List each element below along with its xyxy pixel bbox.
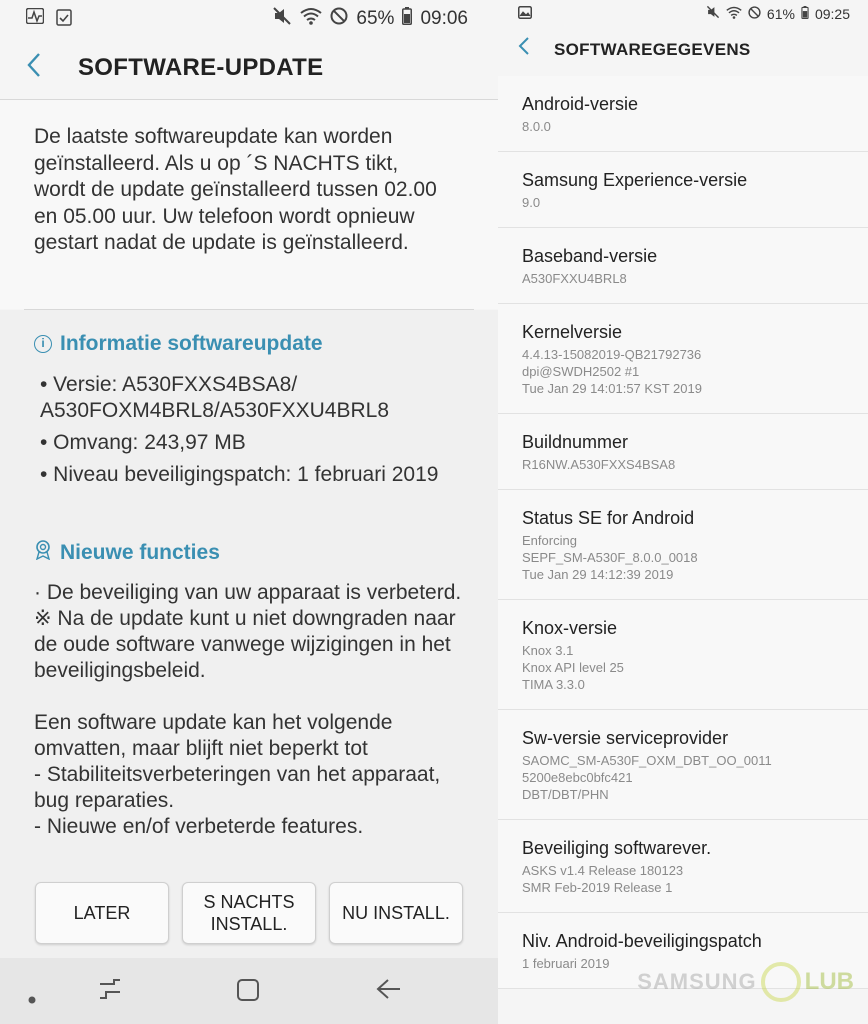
badge-icon xyxy=(34,540,52,566)
item-key: Niv. Android-beveiligingspatch xyxy=(522,931,762,951)
home-icon[interactable] xyxy=(236,978,260,1007)
software-info-screen xyxy=(498,0,868,1024)
checklist-icon xyxy=(56,8,72,31)
page-title: SOFTWARE-UPDATE xyxy=(78,54,324,81)
item-key: Sw-versie serviceprovider xyxy=(522,728,729,748)
watermark-text: SAMSUNG xyxy=(637,969,757,994)
mute-icon xyxy=(272,6,292,32)
battery-icon xyxy=(402,7,412,31)
item-key: Status SE for Android xyxy=(522,508,695,528)
wifi-icon xyxy=(300,7,322,31)
info-section-heading xyxy=(34,332,323,356)
item-value: Knox 3.1 Knox API level 25 TIMA 3.3.0 xyxy=(522,643,624,692)
item-key: Samsung Experience-versie xyxy=(522,170,748,190)
status-bar xyxy=(0,0,498,36)
item-value: 1 februari 2019 xyxy=(522,956,610,971)
new-features-text xyxy=(34,580,474,866)
toolbar xyxy=(498,28,868,72)
chevron-left-icon xyxy=(26,52,42,78)
watermark-ring-icon xyxy=(761,962,801,1002)
list-item-kernel[interactable] xyxy=(498,304,868,414)
button-bar xyxy=(0,868,498,958)
activity-icon xyxy=(26,8,44,31)
item-value: R16NW.A530FXXS4BSA8 xyxy=(522,457,676,472)
list-item-baseband[interactable] xyxy=(498,228,868,304)
item-key: Android-versie xyxy=(522,94,639,114)
list-item-build-number[interactable] xyxy=(498,414,868,490)
list-item-service-provider[interactable] xyxy=(498,710,868,820)
battery-icon xyxy=(801,6,809,22)
back-nav-icon[interactable] xyxy=(376,978,402,1005)
battery-percent: 61% xyxy=(766,5,795,22)
item-value: 8.0.0 xyxy=(522,119,551,134)
info-item-size: • Omvang: 243,97 MB xyxy=(40,431,246,454)
wifi-icon xyxy=(726,6,742,22)
back-button[interactable] xyxy=(26,50,50,84)
intro-panel xyxy=(0,100,498,309)
new-heading-text: Nieuwe functies xyxy=(60,541,220,564)
blocked-icon xyxy=(748,6,761,22)
install-tonight-button[interactable]: S NACHTS INSTALL. xyxy=(182,882,316,944)
back-button[interactable] xyxy=(518,36,530,62)
item-key: Buildnummer xyxy=(522,432,629,452)
toolbar xyxy=(0,36,498,100)
new-features-paragraph: · De beveiliging van uw apparaat is verbeterd. ※ Na de update kunt u niet downgraden naar de oude software vanwege wijzigingen in het beveiligingsbeleid. xyxy=(34,581,462,682)
info-list xyxy=(40,372,470,494)
item-value: A530FXXU4BRL8 xyxy=(522,271,627,286)
item-value: SAOMC_SM-A530F_OXM_DBT_OO_0011 5200e8ebc0bfc421 DBT/DBT/PHN xyxy=(522,753,772,802)
page-title: SOFTWAREGEGEVENS xyxy=(554,40,751,59)
update-scope-paragraph: Een software update kan het volgende omvatten, maar blijft niet beperkt tot - Stabiliteitsverbeteringen van het apparaat, bug reparaties. - Nieuwe en/of verbeterde features. xyxy=(34,711,441,838)
item-value: 9.0 xyxy=(522,195,541,210)
intro-text: De laatste softwareupdate kan worden geïnstalleerd. Als u op ´S NACHTS tikt, wordt de update geïnstalleerd tussen 02.00 en 05.00 uur. Uw telefoon wordt opnieuw gestart nadat de update is geïnstalleerd. xyxy=(34,125,437,254)
item-key: Kernelversie xyxy=(522,322,623,342)
info-item-version: • Versie: A530FXXS4BSA8/ A530FOXM4BRL8/A530FXXU4BRL8 xyxy=(40,373,390,422)
item-key: Knox-versie xyxy=(522,618,618,638)
watermark-club: LUB xyxy=(804,968,854,995)
clock: 09:06 xyxy=(420,8,468,29)
mute-icon xyxy=(706,5,720,22)
list-item-se-status[interactable] xyxy=(498,490,868,600)
watermark-logo xyxy=(637,962,854,1002)
info-heading-text: Informatie softwareupdate xyxy=(60,332,323,355)
navigation-bar xyxy=(0,958,498,1024)
install-now-button[interactable]: NU INSTALL. xyxy=(329,882,463,944)
item-key: Baseband-versie xyxy=(522,246,658,266)
list-item-security-software[interactable] xyxy=(498,820,868,913)
status-bar xyxy=(498,0,868,28)
chevron-left-icon xyxy=(518,36,530,56)
info-icon: i xyxy=(34,335,52,353)
list-item-android-version[interactable] xyxy=(498,76,868,152)
new-section-heading xyxy=(34,540,220,566)
info-item-patch: • Niveau beveiligingspatch: 1 februari 2019 xyxy=(40,463,439,486)
update-details[interactable] xyxy=(0,310,498,868)
clock: 09:25 xyxy=(814,5,850,22)
battery-percent: 65% xyxy=(356,8,395,29)
item-value: ASKS v1.4 Release 180123 SMR Feb-2019 Release 1 xyxy=(522,863,684,895)
recent-apps-icon[interactable] xyxy=(98,978,122,1005)
dot-icon[interactable] xyxy=(28,985,36,1009)
list-item-knox[interactable] xyxy=(498,600,868,710)
list-item-samsung-experience[interactable] xyxy=(498,152,868,228)
item-value: 4.4.13-15082019-QB21792736 dpi@SWDH2502 #1 Tue Jan 29 14:01:57 KST 2019 xyxy=(522,347,702,396)
image-icon xyxy=(518,6,532,23)
later-button[interactable]: LATER xyxy=(35,882,169,944)
item-value: Enforcing SEPF_SM-A530F_8.0.0_0018 Tue Jan 29 14:12:39 2019 xyxy=(522,533,698,582)
software-info-list xyxy=(498,76,868,989)
item-key: Beveiliging softwarever. xyxy=(522,838,712,858)
blocked-icon xyxy=(330,7,348,31)
